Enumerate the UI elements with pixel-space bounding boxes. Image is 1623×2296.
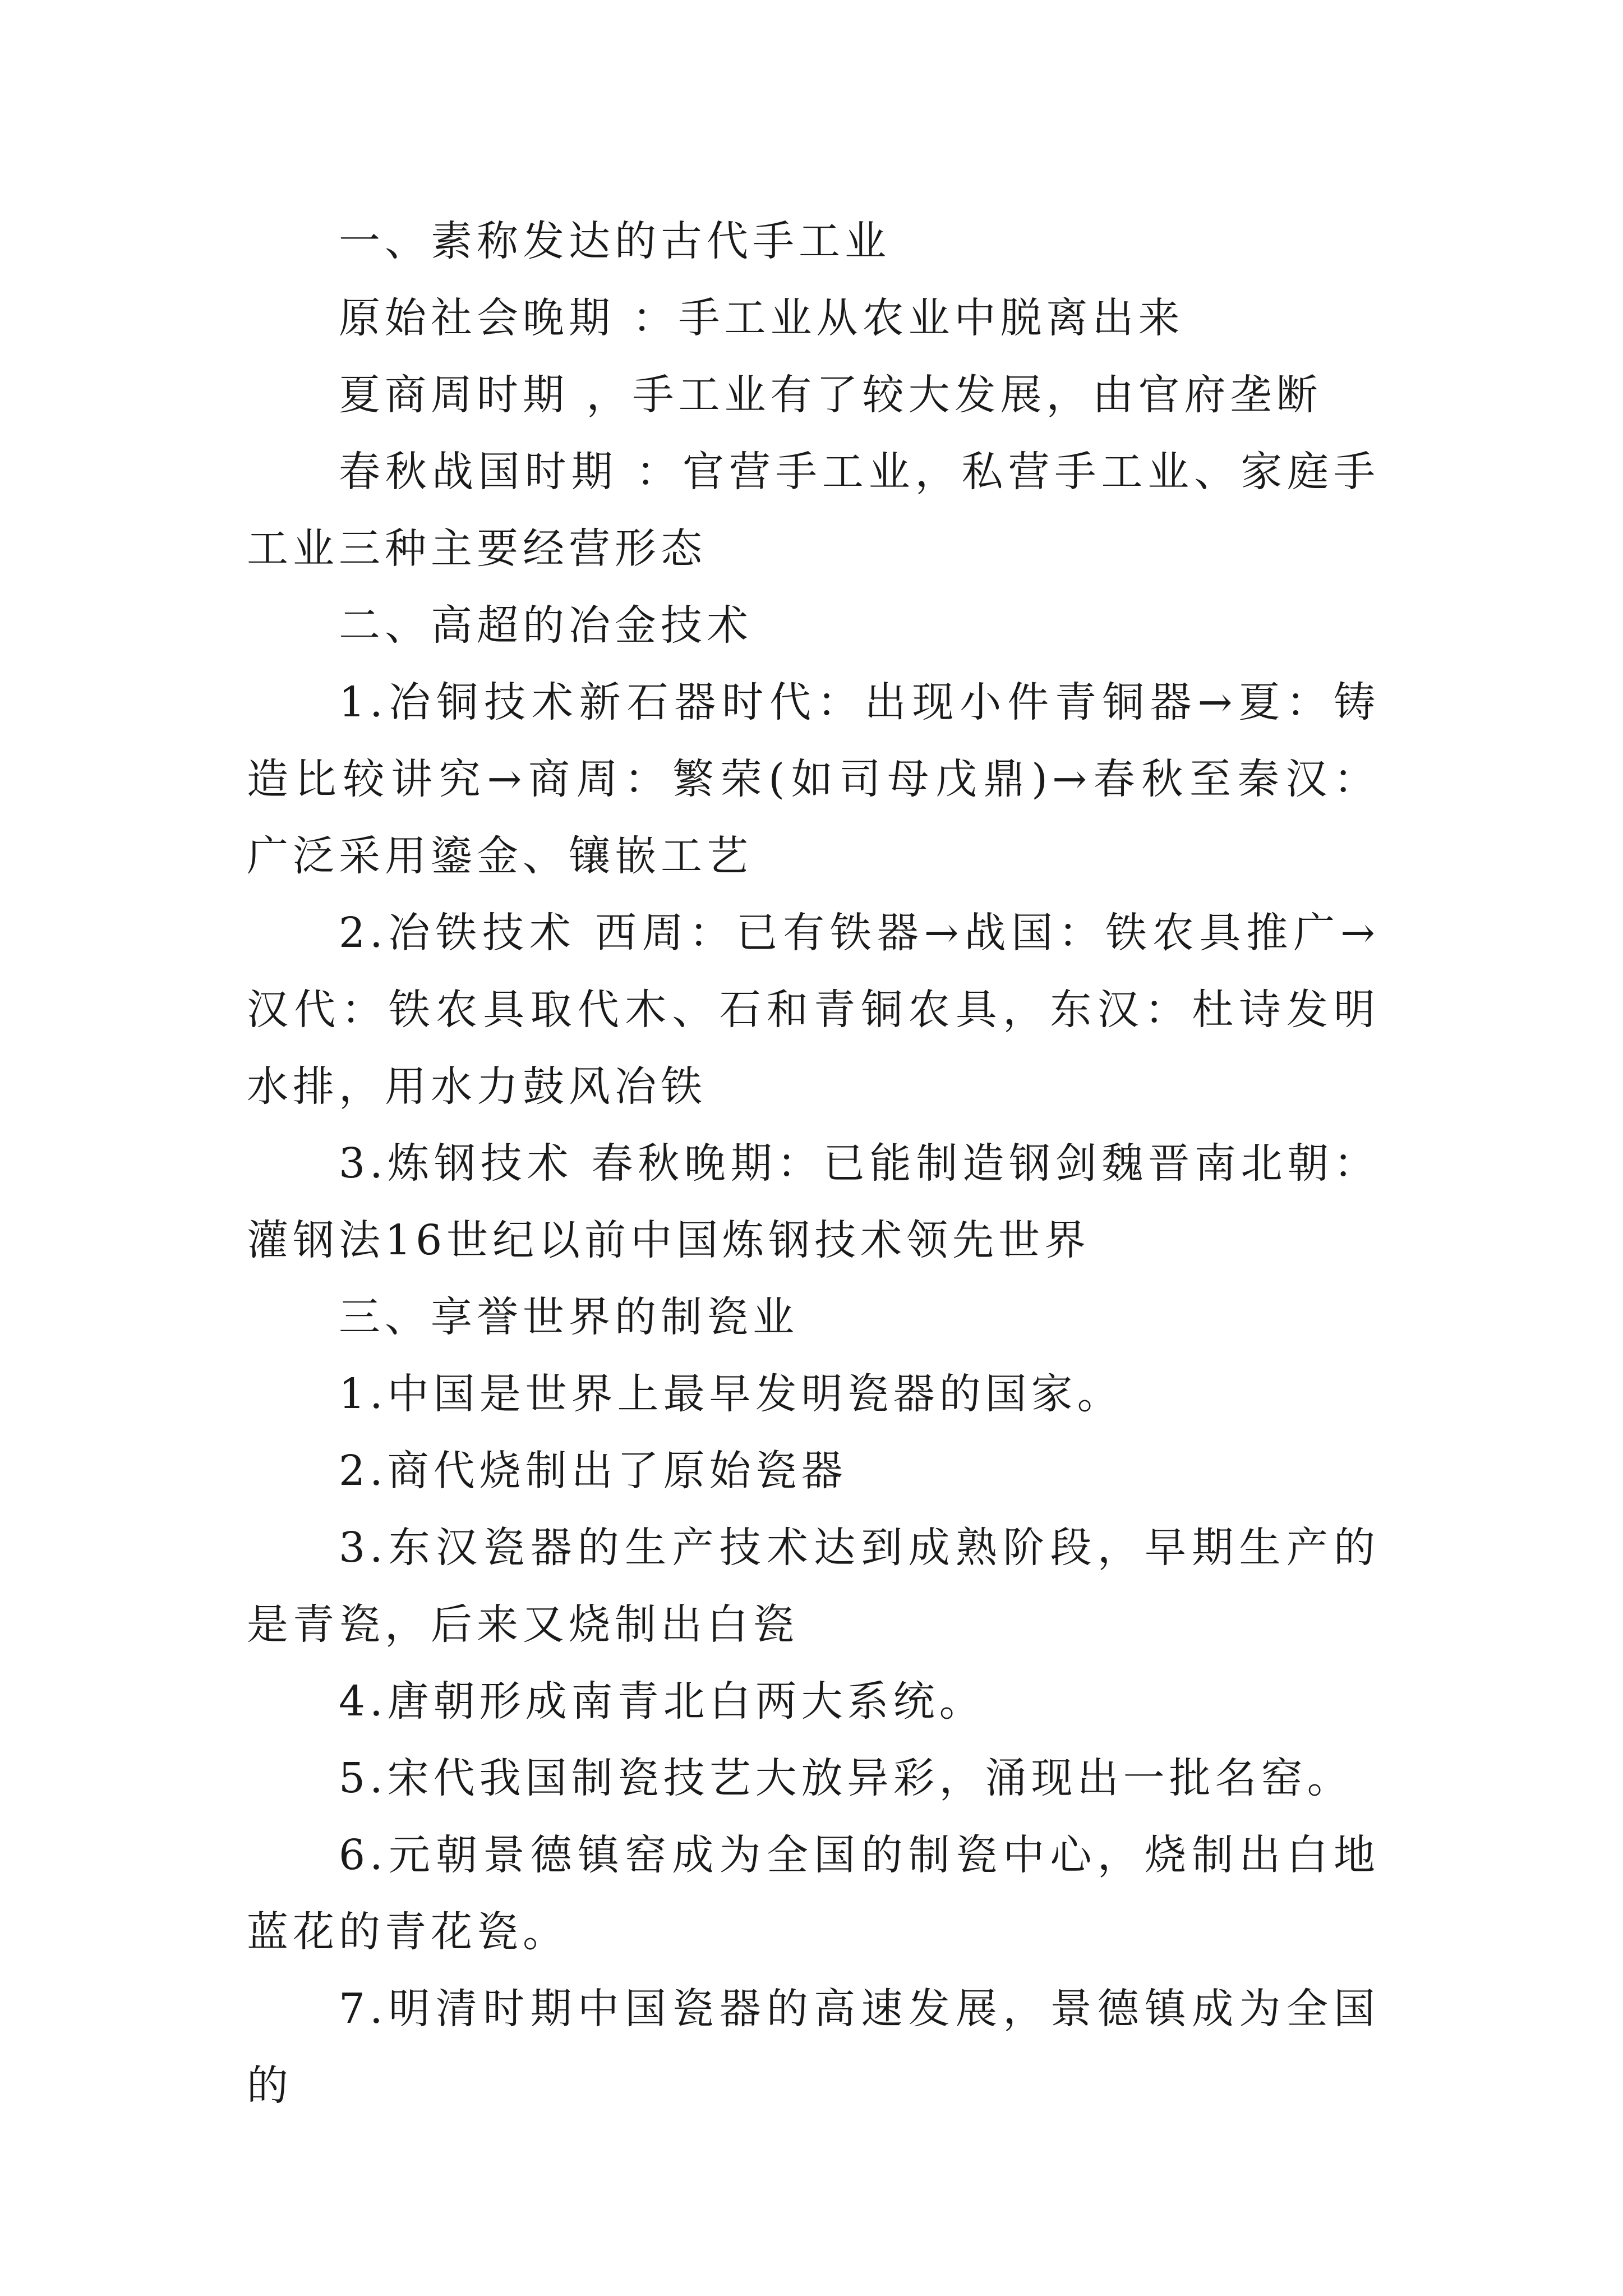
paragraph: 1.中国是世界上最早发明瓷器的国家。 (339, 1370, 1123, 1418)
paragraph: 春秋战国时期 ：官营手工业，私营手工业、家庭手工业三种主要经营形态 (247, 448, 1380, 573)
paragraph: 1.冶铜技术新石器时代：出现小件青铜器→夏：铸造比较讲究→商周：繁荣(如司母戊鼎)→春秋至秦汉： 广泛采用鎏金、镶嵌工艺 (247, 678, 1380, 880)
paragraph: 6.元朝景德镇窑成为全国的制瓷中心，烧制出白地蓝花的青花瓷。 (247, 1831, 1380, 1956)
paragraph: 2.冶铁技术 西周：已有铁器→战国：铁农具推广→汉代：铁农具取代木、石和青铜农具，东汉：杜诗发明水排，用水力鼓风冶铁 (247, 909, 1380, 1111)
paragraph: 4.唐朝形成南青北白两大系统。 (339, 1677, 985, 1726)
section-heading-handicraft: 一、素称发达的古代手工业 (339, 217, 891, 265)
section-heading-porcelain: 三、享誉世界的制瓷业 (339, 1293, 799, 1341)
paragraph: 5.宋代我国制瓷技艺大放异彩，涌现出一批名窑。 (339, 1754, 1353, 1802)
paragraph: 原始社会晚期 ：手工业从农业中脱离出来 (339, 294, 1184, 342)
section-heading-metallurgy: 二、高超的冶金技术 (339, 601, 753, 650)
paragraph: 2.商代烧制出了原始瓷器 (339, 1447, 847, 1495)
paragraph: 3.东汉瓷器的生产技术达到成熟阶段，早期生产的是青瓷，后来又烧制出白瓷 (247, 1524, 1380, 1649)
paragraph: 7.明清时期中国瓷器的高速发展，景德镇成为全国的 (247, 1985, 1380, 2110)
paragraph: 夏商周时期 ，手工业有了较大发展，由官府垄断 (339, 371, 1322, 419)
document-page (247, 0, 1380, 2124)
paragraph: 3.炼钢技术 春秋晚期：已能制造钢剑魏晋南北朝：灌钢法16世纪以前中国炼钢技术领先世界 (247, 1139, 1380, 1264)
